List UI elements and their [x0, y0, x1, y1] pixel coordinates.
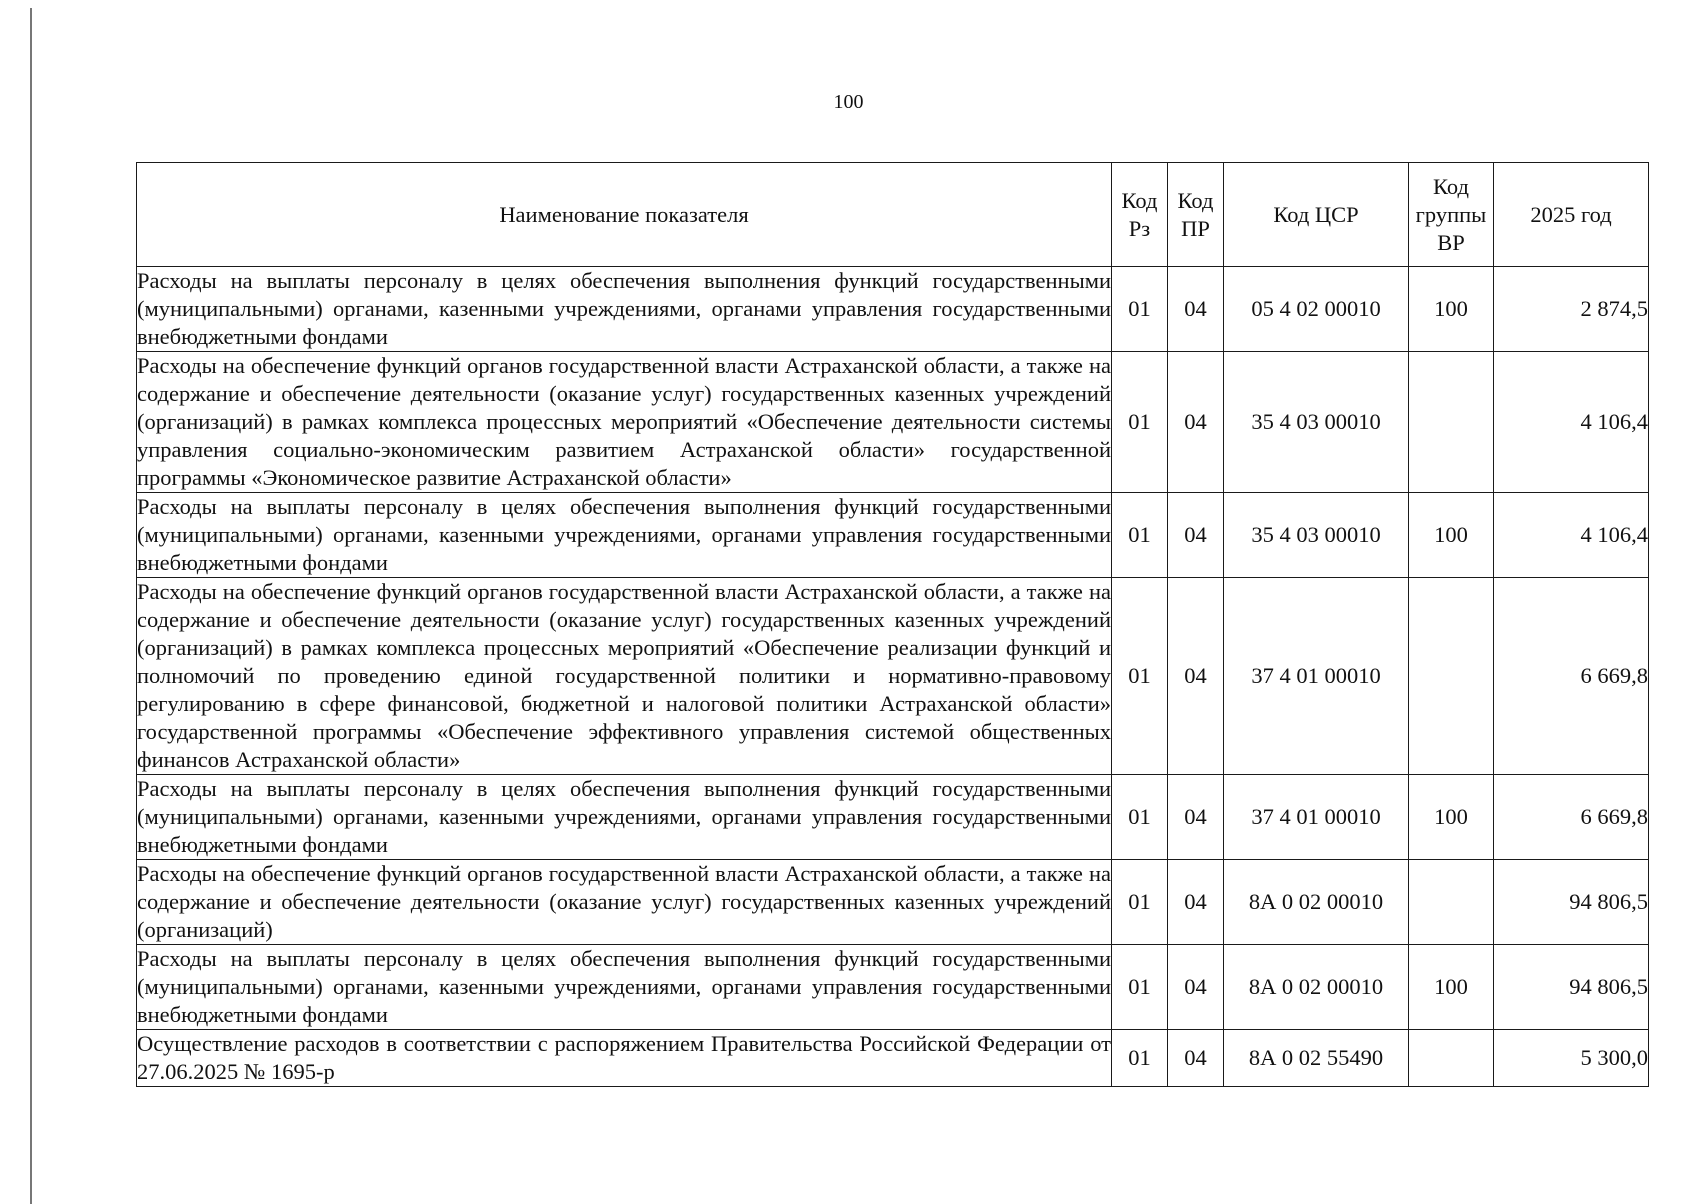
row-pr: 04	[1168, 352, 1224, 493]
row-amount: 4 106,4	[1494, 493, 1649, 578]
row-vr: 100	[1409, 775, 1494, 860]
row-pr: 04	[1168, 267, 1224, 352]
table-row	[137, 578, 1649, 775]
row-rz: 01	[1112, 352, 1168, 493]
row-name: Расходы на выплаты персоналу в целях обеспечения выполнения функций государственными (муниципальными) органами, казенными учреждениями, органами управления государственными внебюджетными фондами	[137, 493, 1112, 578]
row-rz: 01	[1112, 860, 1168, 945]
table-row	[137, 493, 1649, 578]
row-vr	[1409, 578, 1494, 775]
row-csr: 05 4 02 00010	[1224, 267, 1409, 352]
row-amount: 5 300,0	[1494, 1030, 1649, 1087]
row-rz: 01	[1112, 578, 1168, 775]
table-row	[137, 352, 1649, 493]
row-pr: 04	[1168, 1030, 1224, 1087]
row-vr	[1409, 352, 1494, 493]
row-csr: 8А 0 02 55490	[1224, 1030, 1409, 1087]
row-name: Расходы на обеспечение функций органов государственной власти Астраханской области, а также на содержание и обеспечение деятельности (оказание услуг) государственных казенных учреждений (организаций) в рамках комплекса процессных мероприятий «Обеспечение деятельности системы управления социально-экономическим развитием Астраханской области» государственной программы «Экономическое развитие Астраханской области»	[137, 352, 1112, 493]
header-rz: Код Рз	[1112, 163, 1168, 267]
row-pr: 04	[1168, 945, 1224, 1030]
row-name: Расходы на обеспечение функций органов государственной власти Астраханской области, а также на содержание и обеспечение деятельности (оказание услуг) государственных казенных учреждений (организаций) в рамках комплекса процессных мероприятий «Обеспечение реализации функций и полномочий по проведению единой государственной политики и нормативно-правовому регулированию в сфере финансовой, бюджетной и налоговой политики Астраханской области» государственной программы «Обеспечение эффективного управления системой общественных финансов Астраханской области»	[137, 578, 1112, 775]
row-csr: 37 4 01 00010	[1224, 578, 1409, 775]
row-name: Осуществление расходов в соответствии с распоряжением Правительства Российской Федерации от 27.06.2025 № 1695-р	[137, 1030, 1112, 1087]
row-csr: 35 4 03 00010	[1224, 352, 1409, 493]
row-pr: 04	[1168, 493, 1224, 578]
table-header-row	[137, 163, 1649, 267]
page-number: 100	[833, 91, 864, 113]
header-csr: Код ЦСР	[1224, 163, 1409, 267]
row-rz: 01	[1112, 945, 1168, 1030]
row-vr	[1409, 860, 1494, 945]
row-name: Расходы на выплаты персоналу в целях обеспечения выполнения функций государственными (муниципальными) органами, казенными учреждениями, органами управления государственными внебюджетными фондами	[137, 945, 1112, 1030]
row-csr: 35 4 03 00010	[1224, 493, 1409, 578]
header-year: 2025 год	[1494, 163, 1649, 267]
budget-table	[136, 162, 1649, 1087]
row-pr: 04	[1168, 860, 1224, 945]
row-amount: 4 106,4	[1494, 352, 1649, 493]
row-rz: 01	[1112, 267, 1168, 352]
row-csr: 8А 0 02 00010	[1224, 945, 1409, 1030]
row-vr: 100	[1409, 493, 1494, 578]
row-vr: 100	[1409, 945, 1494, 1030]
scan-edge-line	[30, 8, 32, 1204]
row-csr: 37 4 01 00010	[1224, 775, 1409, 860]
row-rz: 01	[1112, 493, 1168, 578]
row-amount: 6 669,8	[1494, 578, 1649, 775]
row-amount: 6 669,8	[1494, 775, 1649, 860]
row-amount: 94 806,5	[1494, 860, 1649, 945]
row-csr: 8А 0 02 00010	[1224, 860, 1409, 945]
table-row	[137, 1030, 1649, 1087]
table-row	[137, 267, 1649, 352]
row-pr: 04	[1168, 578, 1224, 775]
header-name: Наименование показателя	[137, 163, 1112, 267]
row-amount: 2 874,5	[1494, 267, 1649, 352]
row-vr: 100	[1409, 267, 1494, 352]
row-name: Расходы на выплаты персоналу в целях обеспечения выполнения функций государственными (муниципальными) органами, казенными учреждениями, органами управления государственными внебюджетными фондами	[137, 267, 1112, 352]
header-pr: Код ПР	[1168, 163, 1224, 267]
row-name: Расходы на обеспечение функций органов государственной власти Астраханской области, а также на содержание и обеспечение деятельности (оказание услуг) государственных казенных учреждений (организаций)	[137, 860, 1112, 945]
table-row	[137, 860, 1649, 945]
row-rz: 01	[1112, 775, 1168, 860]
row-pr: 04	[1168, 775, 1224, 860]
table-row	[137, 945, 1649, 1030]
row-rz: 01	[1112, 1030, 1168, 1087]
row-vr	[1409, 1030, 1494, 1087]
header-vr: Код группы ВР	[1409, 163, 1494, 267]
row-amount: 94 806,5	[1494, 945, 1649, 1030]
row-name: Расходы на выплаты персоналу в целях обеспечения выполнения функций государственными (муниципальными) органами, казенными учреждениями, органами управления государственными внебюджетными фондами	[137, 775, 1112, 860]
table-row	[137, 775, 1649, 860]
